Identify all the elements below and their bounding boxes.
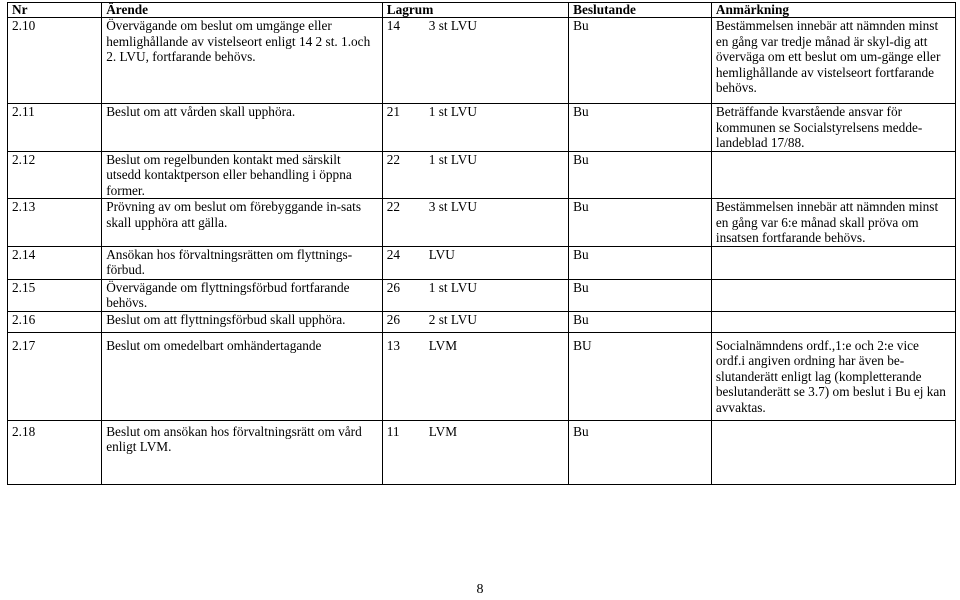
cell-arende: Beslut om omedelbart omhändertagande	[102, 332, 383, 420]
page-number: 8	[476, 582, 484, 597]
lagrum-chapter: 26	[386, 311, 401, 327]
cell-nr: 2.13	[8, 199, 102, 247]
table-row	[8, 279, 956, 311]
cell-beslutande: Bu	[569, 420, 712, 484]
cell-anmarkning	[711, 279, 955, 311]
cell-beslutande: Bu	[569, 18, 712, 104]
lagrum-section: 3 st LVU	[428, 18, 478, 33]
cell-lagrum	[382, 420, 568, 484]
delegation-table	[7, 2, 956, 485]
cell-lagrum	[382, 18, 568, 104]
cell-anmarkning: Beträffande kvarstående ansvar för kommunen se Socialstyrelsens medde-landeblad 17/88.	[711, 104, 955, 152]
cell-nr: 2.16	[8, 311, 102, 332]
cell-nr: 2.12	[8, 151, 102, 199]
cell-nr: 2.11	[8, 104, 102, 152]
cell-arende: Prövning av om beslut om förebyggande in-sats skall upphöra att gälla.	[102, 199, 383, 247]
cell-anmarkning: Socialnämndens ordf.,1:e och 2:e vice ordf.i angiven ordning har även be-slutanderätt enligt lag (kompletterande beslutanderätt se 3.7) om beslut i Bu ej kan avvaktas.	[711, 332, 955, 420]
cell-anmarkning: Bestämmelsen innebär att nämnden minst en gång var 6:e månad skall pröva om insatsen fortfarande behövs.	[711, 199, 955, 247]
cell-lagrum	[382, 246, 568, 279]
lagrum-chapter: 24	[386, 246, 401, 262]
cell-anmarkning	[711, 420, 955, 484]
cell-nr: 2.10	[8, 18, 102, 104]
cell-arende: Beslut om att flyttningsförbud skall upphöra.	[102, 311, 383, 332]
cell-lagrum	[382, 332, 568, 420]
cell-beslutande: Bu	[569, 311, 712, 332]
cell-arende: Beslut om ansökan hos förvaltningsrätt om vård enligt LVM.	[102, 420, 383, 484]
cell-nr: 2.14	[8, 246, 102, 279]
cell-lagrum	[382, 311, 568, 332]
cell-anmarkning	[711, 311, 955, 332]
lagrum-chapter: 13	[386, 337, 401, 353]
lagrum-section: 1 st LVU	[428, 279, 478, 295]
table-row	[8, 199, 956, 247]
cell-anmarkning: Bestämmelsen innebär att nämnden minst en gång var tredje månad är skyl-dig att överväga om ett beslut om um-gänge eller hemlighållande av vistelseort fortfarande behövs.	[711, 18, 955, 104]
cell-beslutande: Bu	[569, 279, 712, 311]
lagrum-chapter: 22	[386, 151, 401, 167]
header-row	[8, 3, 956, 18]
lagrum-chapter: 22	[386, 199, 401, 214]
table-row	[8, 18, 956, 104]
cell-anmarkning	[711, 246, 955, 279]
lagrum-section: 1 st LVU	[428, 104, 478, 119]
lagrum-chapter: 21	[386, 104, 401, 119]
lagrum-section: LVM	[428, 337, 458, 353]
cell-nr: 2.18	[8, 420, 102, 484]
cell-arende: Ansökan hos förvaltningsrätten om flyttnings-förbud.	[102, 246, 383, 279]
cell-arende: Beslut om att vården skall upphöra.	[102, 104, 383, 152]
cell-lagrum	[382, 199, 568, 247]
cell-arende: Övervägande om flyttningsförbud fortfarande behövs.	[102, 279, 383, 311]
header-beslutande: Beslutande	[569, 3, 712, 18]
lagrum-section: LVM	[428, 423, 458, 439]
lagrum-section: 3 st LVU	[428, 199, 478, 214]
header-anmarkning: Anmärkning	[711, 3, 955, 18]
cell-beslutande: Bu	[569, 199, 712, 247]
cell-anmarkning	[711, 151, 955, 199]
cell-lagrum	[382, 151, 568, 199]
lagrum-section: LVU	[428, 246, 455, 262]
table-row	[8, 104, 956, 152]
lagrum-section: 2 st LVU	[428, 311, 478, 327]
table-row	[8, 246, 956, 279]
table-row	[8, 420, 956, 484]
cell-nr: 2.15	[8, 279, 102, 311]
cell-lagrum	[382, 104, 568, 152]
cell-beslutande: Bu	[569, 104, 712, 152]
header-nr: Nr	[8, 3, 102, 18]
cell-arende: Övervägande om beslut om umgänge eller hemlighållande av vistelseort enligt 14 2 st. 1.och 2. LVU, fortfarande behövs.	[102, 18, 383, 104]
header-lagrum: Lagrum	[382, 3, 568, 18]
lagrum-chapter: 14	[386, 18, 401, 33]
lagrum-chapter: 11	[386, 423, 400, 439]
table-row	[8, 151, 956, 199]
lagrum-section: 1 st LVU	[428, 151, 478, 167]
header-arende: Ärende	[102, 3, 383, 18]
cell-beslutande: Bu	[569, 151, 712, 199]
cell-nr: 2.17	[8, 332, 102, 420]
cell-arende: Beslut om regelbunden kontakt med särskilt utsedd kontaktperson eller behandling i öppna former.	[102, 151, 383, 199]
cell-beslutande: Bu	[569, 246, 712, 279]
table-row	[8, 332, 956, 420]
cell-lagrum	[382, 279, 568, 311]
cell-beslutande: BU	[569, 332, 712, 420]
table-row	[8, 311, 956, 332]
lagrum-chapter: 26	[386, 279, 401, 295]
